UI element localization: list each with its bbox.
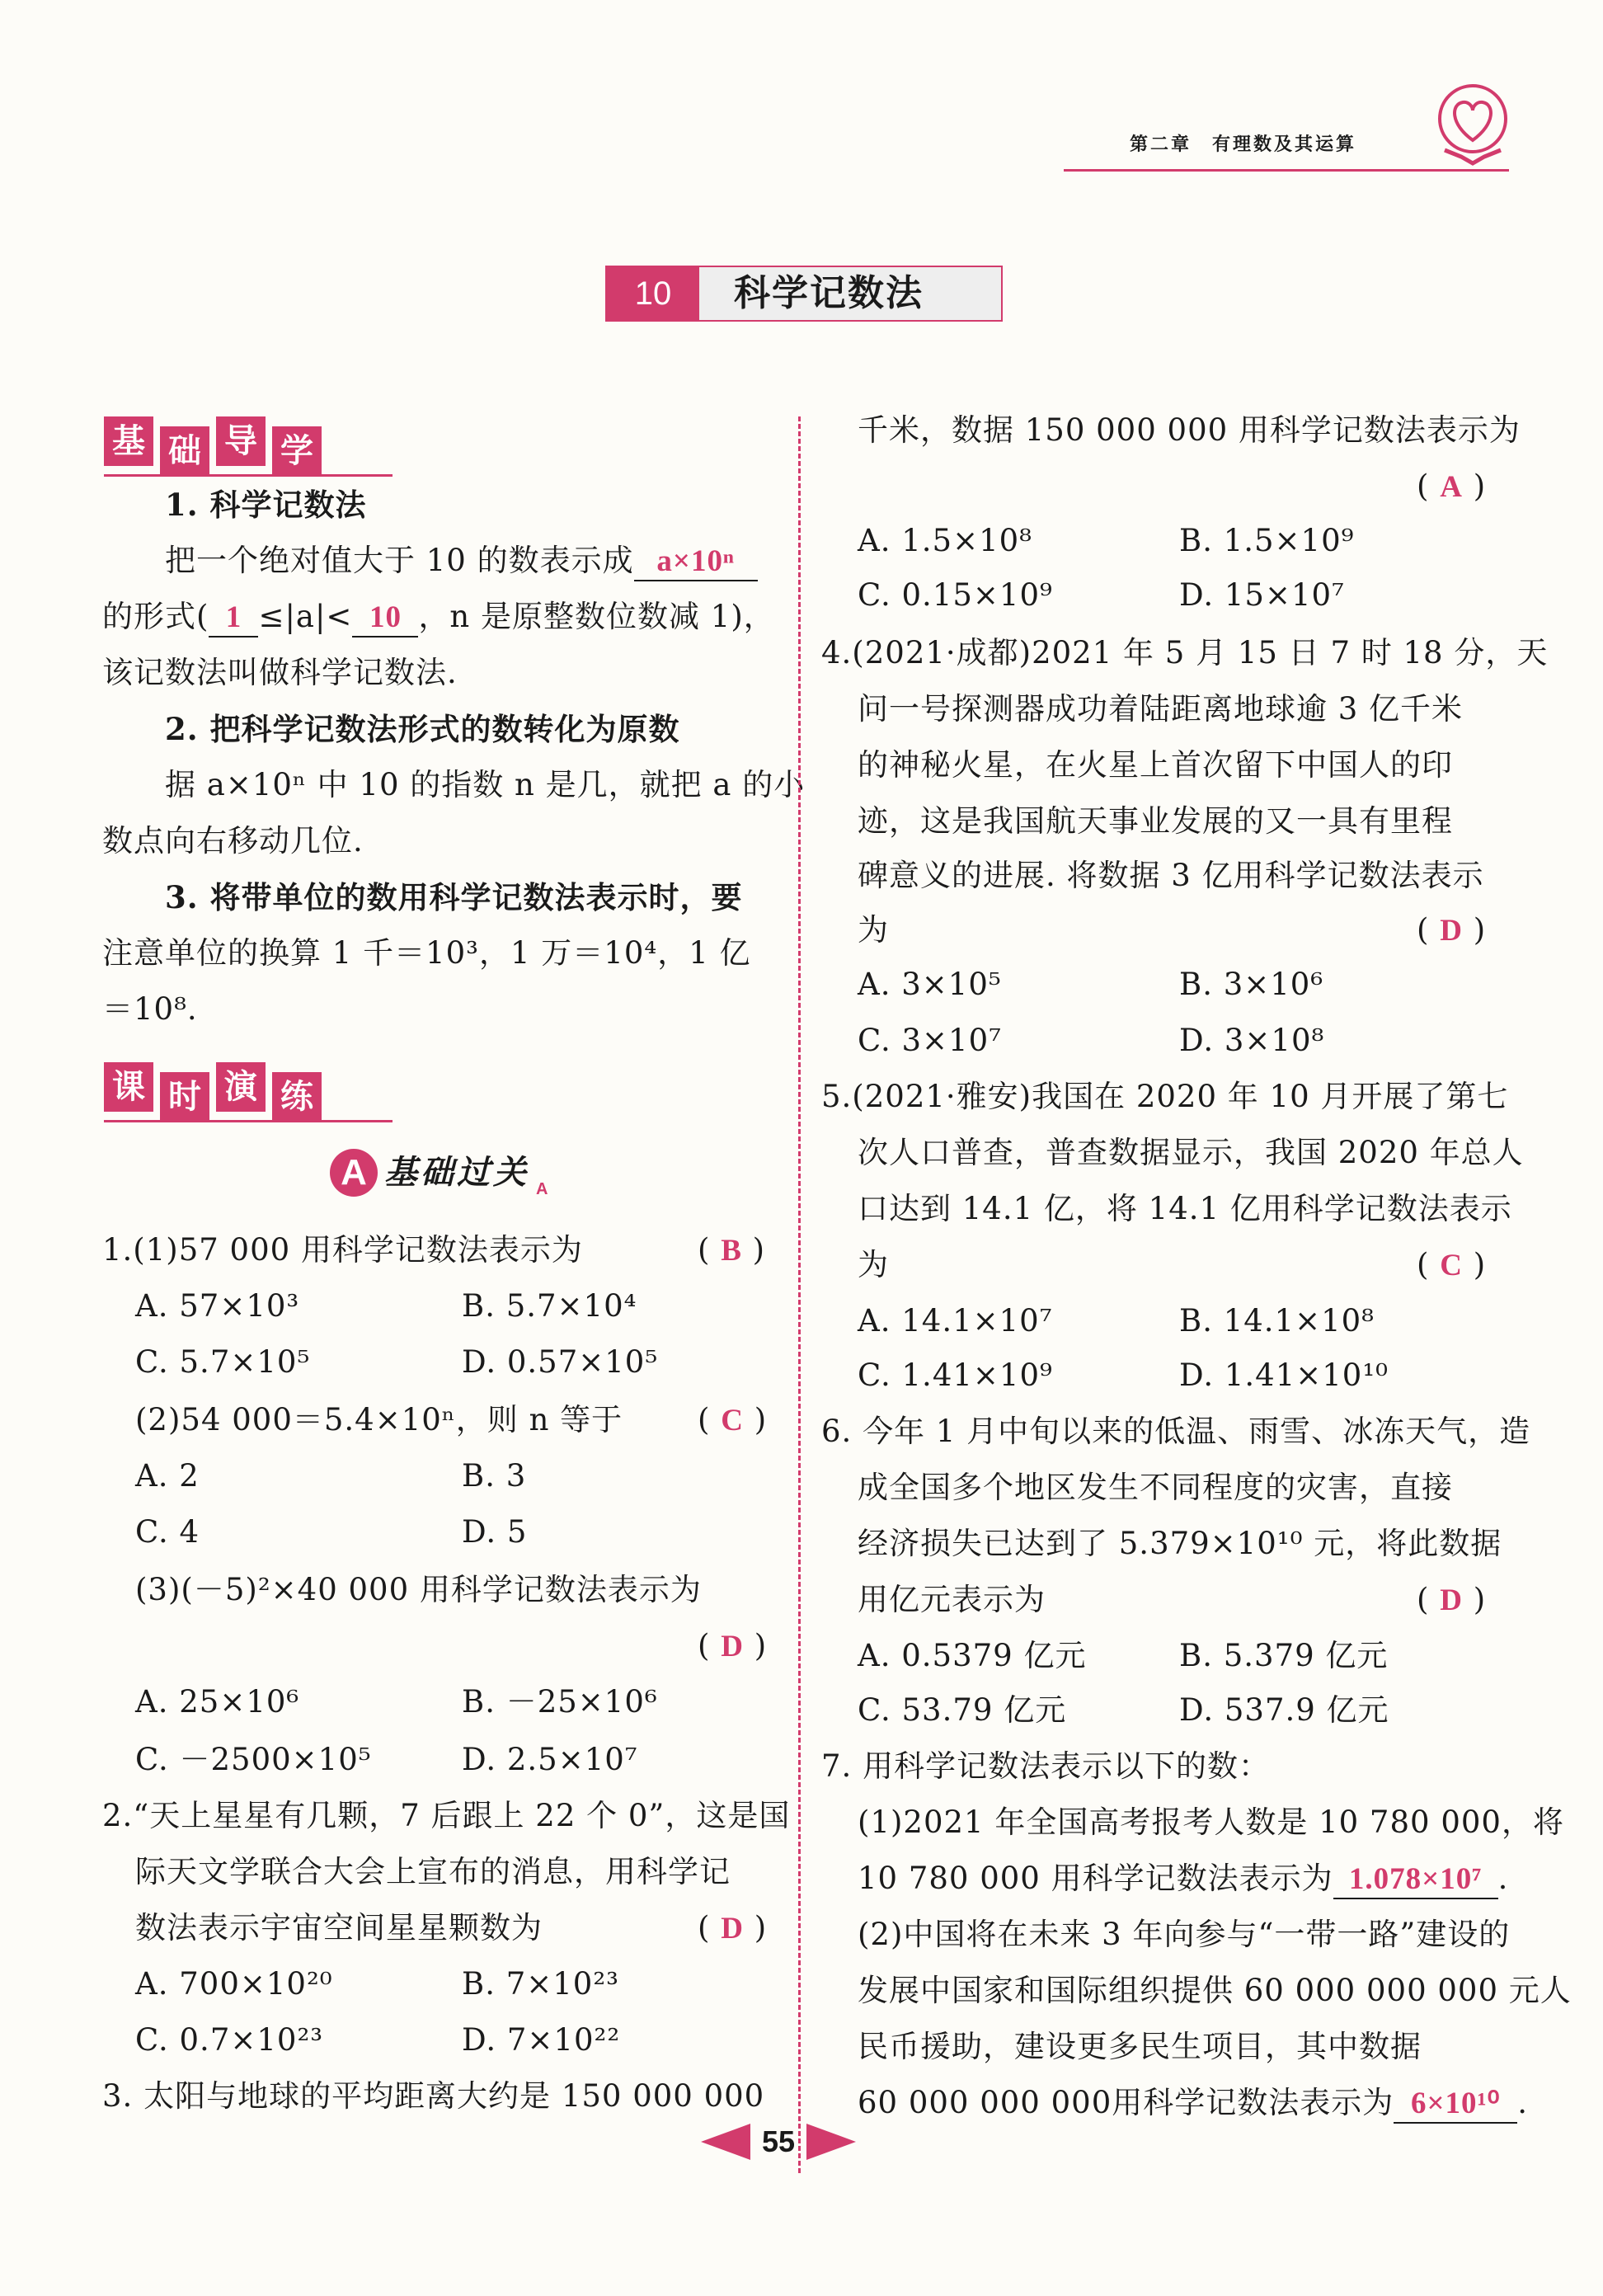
level-badge	[330, 1146, 548, 1199]
section-practice-badge	[104, 1062, 322, 1122]
question-2-line: 2.“天上星星有几颗，7 后跟上 22 个 0”，这是国	[102, 1798, 791, 1833]
answer: B	[721, 1234, 742, 1268]
question-7-line: 发展中国家和国际组织提供 60 000 000 000 元人	[858, 1973, 1572, 2008]
text: 60 000 000 000用科学记数法表示为	[858, 2085, 1394, 2120]
text: 10 780 000 用科学记数法表示为	[858, 1861, 1333, 1896]
answer-paren: ( C )	[1417, 1247, 1487, 1282]
badge-char: 课	[104, 1062, 153, 1112]
answer-paren: ( D )	[1417, 912, 1487, 948]
level-letter-small: A	[536, 1180, 548, 1198]
badge-char: 学	[272, 426, 322, 476]
option: C. 0.7×10²³	[135, 2022, 324, 2058]
answer: A	[1440, 470, 1463, 504]
answer-blank: 10	[352, 600, 418, 638]
question-3-line: 千米，数据 150 000 000 用科学记数法表示为	[858, 412, 1521, 448]
option: C. －2500×10⁵	[135, 1742, 372, 1777]
answer-blank: a×10ⁿ	[634, 543, 758, 581]
option: D. 0.57×10⁵	[462, 1344, 659, 1380]
option: B. －25×10⁶	[462, 1684, 658, 1720]
note-3-line: 注意单位的换算 1 千＝10³，1 万＝10⁴，1 亿	[102, 935, 751, 971]
option: B. 1.5×10⁹	[1179, 523, 1355, 558]
option: D. 537.9 亿元	[1179, 1692, 1389, 1728]
badge-char: 础	[160, 426, 209, 476]
left-arrow-icon	[701, 2124, 750, 2160]
note-3-heading: 3. 将带单位的数用科学记数法表示时，要	[165, 879, 743, 915]
question-6-line: 用亿元表示为	[858, 1582, 1046, 1617]
option: C. 0.15×10⁹	[858, 577, 1053, 613]
option: B. 3×10⁶	[1179, 967, 1324, 1002]
question-5-line: 次人口普查，普查数据显示，我国 2020 年总人	[858, 1135, 1524, 1170]
question-4-line: 问一号探测器成功着陆距离地球逾 3 亿千米	[858, 691, 1464, 727]
option: B. 3	[462, 1458, 527, 1494]
answer: D	[721, 1630, 744, 1663]
lesson-number: 10	[607, 267, 699, 320]
question-7-line: 民币援助，建设更多民生项目，其中数据	[858, 2029, 1422, 2064]
option: D. 15×10⁷	[1179, 577, 1345, 613]
section-underline	[104, 1120, 393, 1122]
question-5-line: 5.(2021·雅安)我国在 2020 年 10 月开展了第七	[821, 1079, 1509, 1114]
option: D. 5	[462, 1514, 528, 1550]
page-number-text: 55	[762, 2124, 796, 2158]
answer-paren: ( C )	[698, 1402, 768, 1437]
question-6-line: 6. 今年 1 月中旬以来的低温、雨雪、冰冻天气，造	[821, 1414, 1531, 1449]
answer-paren: ( D )	[698, 1910, 768, 1945]
level-title: 基础过关	[384, 1153, 529, 1192]
text: 把一个绝对值大于 10 的数表示成	[165, 543, 634, 578]
answer: D	[721, 1912, 744, 1945]
answer: D	[1440, 1583, 1463, 1617]
option: C. 5.7×10⁵	[135, 1344, 311, 1380]
option: C. 1.41×10⁹	[858, 1357, 1053, 1393]
question-6-line: 经济损失已达到了 5.379×10¹⁰ 元，将此数据	[858, 1526, 1502, 1561]
question-7-line: 60 000 000 000用科学记数法表示为 6×10¹⁰ .	[858, 2085, 1528, 2124]
question-1-3: (3)(－5)²×40 000 用科学记数法表示为	[135, 1572, 702, 1607]
option: A. 3×10⁵	[858, 967, 1002, 1002]
question-7-line: (2)中国将在未来 3 年向参与“一带一路”建设的	[858, 1917, 1511, 1952]
option: D. 1.41×10¹⁰	[1179, 1357, 1389, 1393]
level-letter: A	[330, 1149, 378, 1197]
option: D. 2.5×10⁷	[462, 1742, 638, 1777]
right-arrow-icon	[806, 2124, 856, 2160]
section-underline	[104, 474, 393, 477]
option: D. 7×10²²	[462, 2022, 621, 2058]
option: B. 5.379 亿元	[1179, 1638, 1389, 1673]
option: A. 0.5379 亿元	[858, 1638, 1087, 1673]
lesson-title-text: 科学记数法	[734, 272, 924, 314]
answer: C	[721, 1404, 744, 1437]
question-1-1: 1.(1)57 000 用科学记数法表示为	[102, 1232, 583, 1268]
answer-paren: ( B )	[698, 1232, 766, 1268]
note-3-line: ＝10⁸.	[102, 991, 198, 1027]
answer-blank: 6×10¹⁰	[1394, 2086, 1517, 2124]
question-7-line: (1)2021 年全国高考报考人数是 10 780 000，将	[858, 1804, 1564, 1840]
page-number	[701, 2124, 856, 2160]
question-3-line: 3. 太阳与地球的平均距离大约是 150 000 000	[102, 2078, 765, 2114]
answer-paren: ( A )	[1417, 468, 1487, 504]
answer-paren: ( D )	[1417, 1582, 1487, 1617]
note-2-line: 数点向右移动几位.	[102, 823, 364, 859]
lesson-title	[605, 266, 1003, 322]
answer-paren: ( D )	[698, 1628, 768, 1663]
question-5-line: 为	[858, 1247, 889, 1282]
text: ，n 是原整数位数减 1)，	[418, 599, 775, 634]
question-2-line: 际天文学联合大会上宣布的消息，用科学记	[135, 1854, 731, 1889]
question-4-line: 迹，这是我国航天事业发展的又一具有里程	[858, 803, 1453, 839]
option: C. 4	[135, 1514, 200, 1550]
question-6-line: 成全国多个地区发生不同程度的灾害，直接	[858, 1470, 1453, 1505]
text: ≤|a|<	[258, 599, 353, 634]
note-1-heading: 1. 科学记数法	[165, 487, 367, 523]
question-1-2: (2)54 000＝5.4×10ⁿ，则 n 等于	[135, 1402, 623, 1437]
option: A. 700×10²⁰	[135, 1966, 333, 2002]
option: B. 14.1×10⁸	[1179, 1303, 1375, 1339]
note-1-line	[165, 543, 758, 581]
badge-char: 导	[216, 416, 266, 466]
question-7-line: 10 780 000 用科学记数法表示为 1.078×10⁷ .	[858, 1861, 1508, 1899]
note-2-heading: 2. 把科学记数法形式的数转化为原数	[165, 711, 680, 747]
answer-blank: 1.078×10⁷	[1333, 1861, 1498, 1899]
answer: C	[1440, 1249, 1463, 1282]
note-2-line: 据 a×10ⁿ 中 10 的指数 n 是几，就把 a 的小	[165, 767, 806, 802]
question-7-heading: 7. 用科学记数法表示以下的数：	[821, 1748, 1271, 1784]
option: B. 5.7×10⁴	[462, 1288, 637, 1324]
option: A. 25×10⁶	[135, 1684, 300, 1720]
note-1-line	[102, 599, 775, 638]
question-4-line: 碑意义的进展. 将数据 3 亿用科学记数法表示	[858, 858, 1484, 893]
badge-char: 时	[160, 1072, 209, 1122]
answer-blank: 1	[209, 600, 258, 638]
column-divider	[798, 416, 801, 2173]
option: A. 1.5×10⁸	[858, 523, 1033, 558]
heart-emblem-logo	[1433, 81, 1512, 170]
note-1-line: 该记数法叫做科学记数法.	[102, 655, 458, 690]
question-4-line: 的神秘火星，在火星上首次留下中国人的印	[858, 747, 1453, 783]
question-2-line: 数法表示宇宙空间星星颗数为	[135, 1910, 543, 1945]
question-4-line: 4.(2021·成都)2021 年 5 月 15 日 7 时 18 分，天	[821, 635, 1549, 670]
answer: D	[1440, 914, 1463, 948]
question-5-line: 口达到 14.1 亿，将 14.1 亿用科学记数法表示	[858, 1191, 1512, 1226]
chapter-header: 第二章 有理数及其运算	[1130, 134, 1357, 155]
option: B. 7×10²³	[462, 1966, 620, 2002]
text: 的形式(	[102, 599, 209, 634]
option: D. 3×10⁸	[1179, 1023, 1325, 1058]
badge-char: 演	[216, 1062, 266, 1112]
badge-char: 基	[104, 416, 153, 466]
badge-char: 练	[272, 1072, 322, 1122]
option: A. 14.1×10⁷	[858, 1303, 1053, 1339]
option: C. 53.79 亿元	[858, 1692, 1067, 1728]
option: A. 57×10³	[135, 1288, 300, 1324]
question-4-line: 为	[858, 912, 889, 948]
option: A. 2	[135, 1458, 200, 1494]
section-basic-badge	[104, 416, 322, 476]
option: C. 3×10⁷	[858, 1023, 1002, 1058]
